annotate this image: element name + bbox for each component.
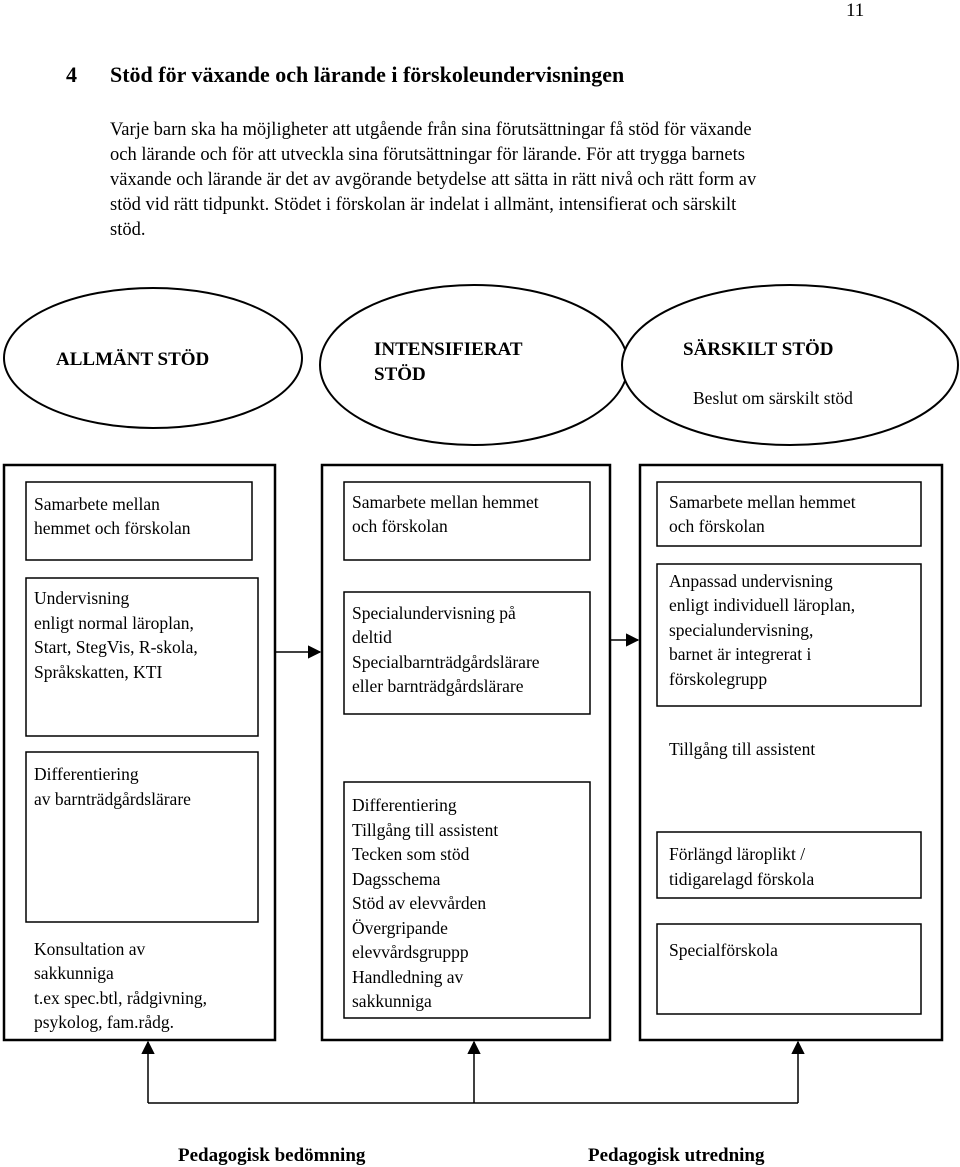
box-text-sarskilt-3 <box>669 739 815 759</box>
box-line: förskolegrupp <box>669 669 768 689</box>
box-line: Stöd av elevvården <box>352 893 487 913</box>
page-number: 11 <box>846 0 865 21</box>
box-line: Specialbarnträdgårdslärare <box>352 652 540 672</box>
intro-line: Varje barn ska ha möjligheter att utgående från sina förutsättningar få stöd för växande <box>110 120 752 140</box>
intro-line: stöd. <box>110 220 146 240</box>
intro-line: och lärande och för att utveckla sina förutsättningar för lärande. För att trygga barnets <box>110 145 745 165</box>
box-line: Handledning av <box>352 967 464 987</box>
level-ellipse-sarskilt <box>622 285 958 445</box>
box-line: Tillgång till assistent <box>352 820 499 840</box>
box-line: Differentiering <box>34 764 139 784</box>
box-text-sarskilt-5 <box>669 940 778 960</box>
box-line: Specialundervisning på <box>352 603 516 623</box>
level-title-allmant: ALLMÄNT STÖD <box>56 349 210 370</box>
box-line: Differentiering <box>352 795 457 815</box>
section-number: 4 <box>66 62 77 87</box>
box-line: Tillgång till assistent <box>669 739 816 759</box>
box-line: Start, StegVis, R-skola, <box>34 637 198 657</box>
box-line: av barnträdgårdslärare <box>34 789 191 809</box>
box-line: Anpassad undervisning <box>669 571 833 591</box>
box-line: Tecken som stöd <box>352 844 470 864</box>
box-sarskilt-5 <box>657 924 921 1014</box>
box-line: tidigarelagd förskola <box>669 869 815 889</box>
footer-label-left: Pedagogisk bedömning <box>178 1145 366 1166</box>
box-line: Konsultation av <box>34 939 146 959</box>
section-title: Stöd för växande och lärande i förskoleundervisningen <box>110 62 625 87</box>
box-line: Samarbete mellan hemmet <box>352 492 539 512</box>
box-line: sakkunniga <box>34 963 114 983</box>
level-subtitle-sarskilt: Beslut om särskilt stöd <box>693 388 853 408</box>
box-line: elevvårdsgruppp <box>352 942 469 962</box>
box-line: deltid <box>352 627 392 647</box>
level-title-sarskilt: SÄRSKILT STÖD <box>683 339 834 360</box>
box-line: Specialförskola <box>669 940 778 960</box>
box-line: Språkskatten, KTI <box>34 662 163 682</box>
box-line: enligt normal läroplan, <box>34 613 194 633</box>
box-line: barnet är integrerat i <box>669 644 812 664</box>
box-line: och förskolan <box>669 516 765 536</box>
box-line: t.ex spec.btl, rådgivning, <box>34 988 208 1008</box>
box-line: specialundervisning, <box>669 620 814 640</box>
box-line: Samarbete mellan hemmet <box>669 492 856 512</box>
box-line: och förskolan <box>352 516 448 536</box>
box-line: Dagsschema <box>352 869 441 889</box>
box-line: Samarbete mellan <box>34 494 160 514</box>
footer-label-right: Pedagogisk utredning <box>588 1145 765 1166</box>
box-line: enligt individuell läroplan, <box>669 595 856 615</box>
box-line: eller barnträdgårdslärare <box>352 676 524 696</box>
level-title-intensifierat-2: STÖD <box>374 364 426 385</box>
box-line: sakkunniga <box>352 991 432 1011</box>
box-line: psykolog, fam.rådg. <box>34 1012 174 1032</box>
box-line: Förlängd läroplikt / <box>669 844 806 864</box>
intro-line: växande och lärande är det av avgörande betydelse att sätta in rätt nivå och rätt form av <box>110 170 757 190</box>
box-line: Övergripande <box>352 918 448 938</box>
level-title-intensifierat-1: INTENSIFIERAT <box>374 339 523 360</box>
box-line: hemmet och förskolan <box>34 518 191 538</box>
intro-line: stöd vid rätt tidpunkt. Stödet i förskolan är indelat i allmänt, intensifierat och särskilt <box>110 195 737 215</box>
box-line: Undervisning <box>34 588 130 608</box>
level-ellipse-intensifierat <box>320 285 628 445</box>
